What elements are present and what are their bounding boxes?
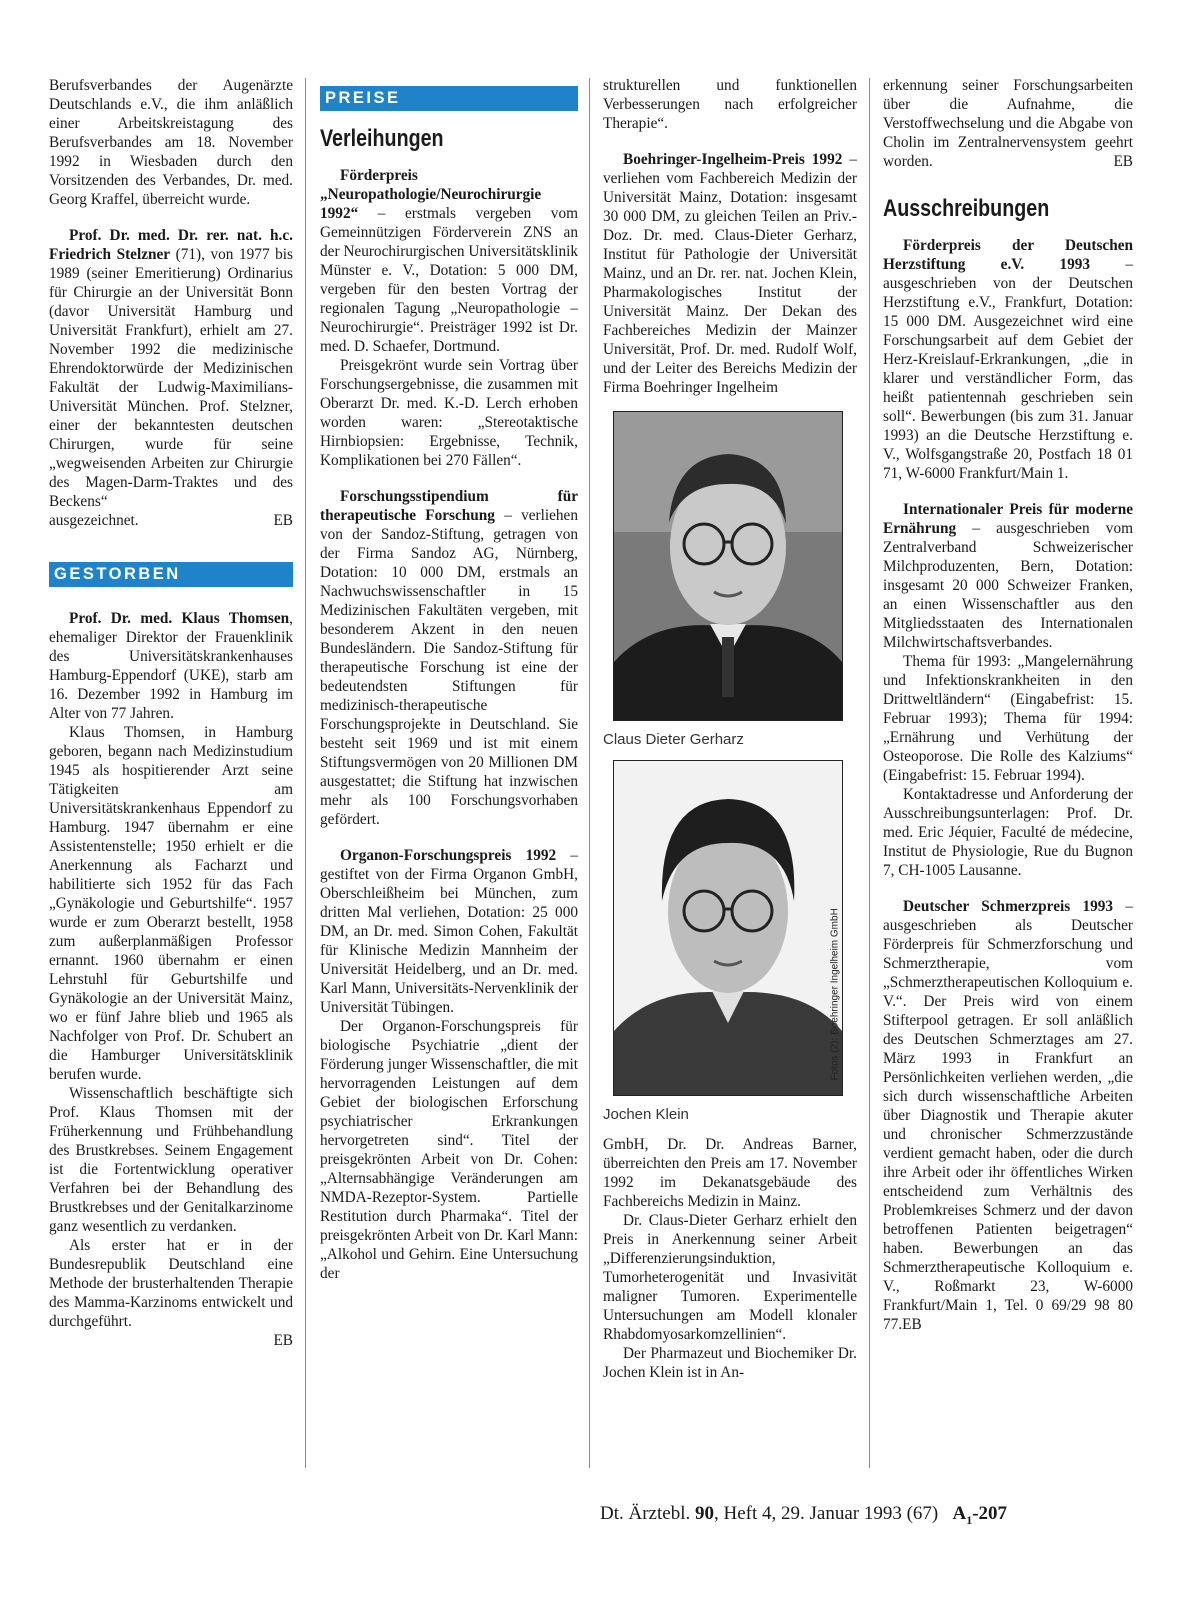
paragraph: Thema für 1993: „Mangelernährung und Infektionskrankheiten in den Drittweltländern“ (Eingabefrist: 15. Februar 1993); Thema für 1994: „Ernährung und Verhütung der Osteoporose. Die Rolle des Kalziums“ (Eingabefrist: 15. Februar 1994).: [883, 653, 1133, 784]
paragraph: Boehringer-Ingelheim-Preis 1992 – verliehen vom Fachbereich Medizin der Universität Mainz, Dotation: insgesamt 30 000 DM, zu gleichen Teilen an Priv.-Doz. Dr. med. Claus-Dieter Gerharz, Institut für Pathologie der Universität Mainz, und an Dr. rer. nat. Jochen Klein, Pharmakologisches Institut der Universität Mainz. Der Dekan des Fachbereiches Medizin der Mainzer Universität, Prof. Dr. med. Rudolf Wolf, und der Leiter des Bereichs Medizin der Firma Boehringer Ingelheim: [603, 151, 857, 396]
photo-caption: Claus Dieter Gerharz: [603, 731, 744, 748]
paragraph: erkennung seiner Forschungsarbeiten über die Aufnahme, die Verstoffwechselung und die Abgabe von Cholin im Zentralnervensystem geehrt worden. EB: [883, 77, 1133, 170]
column-rule: [305, 78, 306, 1468]
portrait-image: [614, 412, 842, 720]
column-3: [603, 76, 857, 1382]
photo-caption: Jochen Klein: [603, 1106, 689, 1123]
award-name: Boehringer-Ingelheim-Preis 1992: [623, 151, 843, 168]
person-name: Prof. Dr. med. Dr. rer. nat. h.c. Friedrich Stelzner: [49, 227, 293, 263]
award-name: Förderpreis der Deutschen Herzstiftung e.V. 1993: [883, 237, 1133, 273]
column-1: [49, 76, 293, 1350]
award-name: Deutscher Schmerzpreis 1993: [903, 898, 1114, 915]
author-signature: EB: [1113, 153, 1133, 170]
paragraph-end: [49, 1331, 293, 1350]
photo-credit: Fotos (2): Boehringer Ingelheim GmbH: [829, 908, 841, 1081]
author-signature: EB: [273, 512, 293, 529]
page-number: $A_1-207$: [952, 1503, 1008, 1527]
person-name: Prof. Dr. med. Klaus Thomsen: [69, 610, 290, 627]
paragraph: Klaus Thomsen, in Hamburg geboren, begann nach Medizinstudium 1945 als hospitierender Arzt seine Tätigkeiten am Universitätskrankenhaus Eppendorf zu Hamburg. 1947 übernahm er eine Assistentenstelle; 1950 erhielt er die Anerkennung als Facharzt und habilitierte sich 1952 für das Fach „Gynäkologie und Geburtshilfe“. 1957 wurde er zum Oberarzt bestellt, 1958 zum außerplanmäßigen Professor ernannt. 1960 übernahm er einen Lehrstuhl für Geburtshilfe und Gynäkologie an der Universität Mainz, wo er fünf Jahre blieb und 1965 als Nachfolger von Prof. Dr. Schubert an die Hamburger Universitätsklinik berufen wurde.: [49, 724, 293, 1083]
paragraph: Kontaktadresse und Anforderung der Ausschreibungsunterlagen: Prof. Dr. med. Eric Jéquier, Faculté de médecine, Institut de Physiologie, Rue du Bugnon 7, CH-1005 Lausanne.: [883, 786, 1133, 879]
paragraph: Preisgekrönt wurde sein Vortrag über Forschungsergebnisse, die zusammen mit Oberarzt Dr. med. K.-D. Lerch erhoben worden waren: „Stereotaktische Hirnbiopsien: Ergebnisse, Technik, Komplikationen bei 270 Fällen“.: [320, 357, 578, 469]
page-footer: [600, 1503, 1160, 1528]
portrait-photo-gerharz: [613, 411, 843, 721]
paragraph: Als erster hat er in der Bundesrepublik Deutschland eine Methode der brusterhaltenden Therapie des Mamma-Karzinoms entwickelt und durchgeführt.: [49, 1237, 293, 1330]
volume-number: 90: [694, 1503, 714, 1524]
paragraph: Berufsverbandes der Augenärzte Deutschlands e.V., die ihm anläßlich einer Arbeitskreistagung des Berufsverbandes am 18. November 1992 in Wiesbaden durch den Vorsitzenden des Verbandes, Dr. med. Georg Kraffel, überreicht wurde.: [49, 77, 293, 208]
paragraph-end: ausgezeichnet. EB: [49, 512, 293, 529]
column-2: [320, 76, 578, 1283]
award-name: Internationaler Preis für moderne Ernährung: [883, 501, 1133, 537]
paragraph: strukturellen und funktionellen Verbesserungen nach erfolgreicher Therapie“.: [603, 77, 857, 132]
column-rule: [589, 78, 590, 1468]
paragraph: Der Organon-Forschungspreis für biologische Psychiatrie „dient der Förderung junger Wissenschaftler, die mit hervorragenden Leistungen auf dem Gebiet der biologischen Erforschung psychiatrischer Erkrankungen hervorgetreten sind“. Titel der preisgekrönten Arbeit von Dr. Cohen: „Alternsabhängige Veränderungen am NMDA-Rezeptor-System. Partielle Restitution durch Pharmaka“. Titel der preisgekrönten Arbeit von Dr. Karl Mann: „Alkohol und Gehirn. Eine Untersuchung der: [320, 1018, 578, 1282]
paragraph: Prof. Dr. med. Klaus Thomsen, ehemaliger Direktor der Frauenklinik des Universitätskrankenhauses Hamburg-Eppendorf (UKE), starb am 16. Dezember 1992 in Hamburg im Alter von 77 Jahren.: [49, 610, 293, 722]
paragraph: GmbH, Dr. Dr. Andreas Barner, überreichten den Preis am 17. November 1992 im Dekanatsgebäude des Fachbereichs Medizin in Mainz.: [603, 1136, 857, 1210]
paragraph: Internationaler Preis für moderne Ernährung – ausgeschrieben vom Zentralverband Schweizerischer Milchproduzenten, Bern, Dotation: insgesamt 20 000 Schweizer Franken, an einen Wissenschaftler aus den Mitgliedsstaaten des Internationalen Milchwirtschaftsverbandes.: [883, 501, 1133, 651]
column-rule: [869, 78, 870, 1468]
paragraph: Forschungsstipendium für therapeutische Forschung – verliehen von der Sandoz-Stiftung, getragen von der Firma Sandoz AG, Nürnberg, Dotation: 10 000 DM, erstmals an Nachwuchswissenschaftler in 15 Medizinischen Fakultäten vergeben, mit besonderem Akzent in den neuen Bundesländern. Die Sandoz-Stiftung für therapeutische Forschung ist eine der bedeutendsten Stiftungen für medizinisch-therapeutische Forschungsprojekte in Deutschland. Sie besteht seit 1969 und ist mit einem Stiftungsvermögen von 20 Millionen DM ausgestattet; die Stiftung hat inzwischen mehr als 100 Forschungsvorhaben gefördert.: [320, 488, 578, 828]
paragraph: Organon-Forschungspreis 1992 – gestiftet von der Firma Organon GmbH, Oberschleißheim bei München, zum dritten Mal verliehen, Dotation: 25 000 DM, an Dr. med. Simon Cohen, Fakultät für Klinische Medizin Mannheim der Universität Heidelberg, und an Dr. med. Karl Mann, Universitäts-Nervenklinik der Universität Tübingen.: [320, 847, 578, 1016]
section-heading: Ausschreibungen: [883, 195, 1050, 222]
paragraph: Deutscher Schmerzpreis 1993 – ausgeschrieben als Deutscher Förderpreis für Schmerzforschung und Schmerztherapie, vom „Schmerztherapeutischen Kolloquium e. V.“. Der Preis wird von einem Stifterpool getragen. Er soll anläßlich des Deutschen Schmerztages am 27. März 1993 in Frankfurt an Persönlichkeiten verliehen werden, „die sich durch wissenschaftliche Arbeiten über Diagnostik und Therapie akuter und chronischer Schmerzzustände verdient gemacht haben, oder die durch ihre Arbeit oder ihr öffentliches Wirken entscheidend zum Verhältnis des Problemkreises Schmerz und der davon betroffenen Patienten beigetragen“ haben. Bewerbungen an das Schmerztherapeutische Kolloquium e. V., Roßmarkt 23, W-6000 Frankfurt/Main 1, Tel. 0 69/29 98 80 77.EB: [883, 898, 1133, 1333]
paragraph: Förderpreis der Deutschen Herzstiftung e.V. 1993 – ausgeschrieben von der Deutschen Herzstiftung e.V., Frankfurt, Dotation: 15 000 DM. Ausgezeichnet wird eine Forschungsarbeit auf dem Gebiet der Herz-Kreislauf-Erkrankungen, „die in klarer und verständlicher Form, das heißt patientennah geschrieben sein soll“. Bewerbungen (bis zum 31. Januar 1993) an die Deutsche Herzstiftung e. V., Wolfsgangstraße 20, Postfach 18 01 71, W-6000 Frankfurt/Main 1.: [883, 237, 1133, 482]
column-4: [883, 76, 1133, 1334]
paragraph: Prof. Dr. med. Dr. rer. nat. h.c. Friedrich Stelzner (71), von 1977 bis 1989 (seiner Emeritierung) Ordinarius für Chirurgie an der Universität Bonn (davor Universität Hamburg und Universität Frankfurt), erhielt am 27. November 1992 die medizinische Ehrendoktorwürde der Medizinischen Fakultät der Ludwig-Maximilians-Universität München. Prof. Stelzner, einer der bekanntesten deutschen Chirurgen, wurde für seine „wegweisenden Arbeiten zur Chirurgie des Magen-Darm-Traktes und des Beckens“: [49, 227, 294, 510]
section-heading: Verleihungen: [320, 125, 444, 152]
portrait-image: [614, 761, 842, 1095]
portrait-photo-klein: [613, 760, 843, 1096]
journal-name: Dt. Ärztebl.: [600, 1503, 691, 1524]
section-banner-gestorben: GESTORBEN: [49, 562, 293, 587]
paragraph: Dr. Claus-Dieter Gerharz erhielt den Preis in Anerkennung seiner Arbeit „Differenzierungsinduktion, Tumorheterogenität und Invasivität maligner Tumoren. Experimentelle Untersuchungen am Modell klonaler Rhabdomyosarkomzellinien“.: [603, 1212, 857, 1343]
paragraph: Wissenschaftlich beschäftigte sich Prof. Klaus Thomsen mit der Früherkennung und Frühbehandlung des Brustkrebses. Seinem Engagement ist die Fortentwicklung operativer Verfahren bei der Behandlung des Brustkrebses und der Genitalkarzinome ganz wesentlich zu verdanken.: [49, 1085, 293, 1235]
award-name: Organon-Forschungspreis 1992: [340, 847, 557, 864]
section-banner-preise: PREISE: [320, 86, 578, 111]
author-signature: EB: [902, 1316, 922, 1333]
award-name: Forschungsstipendium für therapeutische Forschung: [320, 488, 578, 524]
issue-info: , Heft 4, 29. Januar 1993 (67): [713, 1503, 939, 1524]
author-signature: EB: [273, 1332, 293, 1349]
paragraph: Förderpreis „Neuropathologie/Neurochirurgie 1992“ – erstmals vergeben vom Gemeinnützigen Förderverein ZNS an der Neurochirurgischen Universitätsklinik Münster e. V., Dotation: 5 000 DM, vergeben für den besten Vortrag der regionalen Tagung „Neuropathologie – Neurochirurgie“. Preisträger 1992 ist Dr. med. D. Schaefer, Dortmund.: [320, 167, 579, 355]
paragraph: Der Pharmazeut und Biochemiker Dr. Jochen Klein ist in An-: [603, 1345, 857, 1381]
award-name: Förderpreis „Neuropathologie/Neurochirurgie 1992“: [320, 167, 542, 222]
